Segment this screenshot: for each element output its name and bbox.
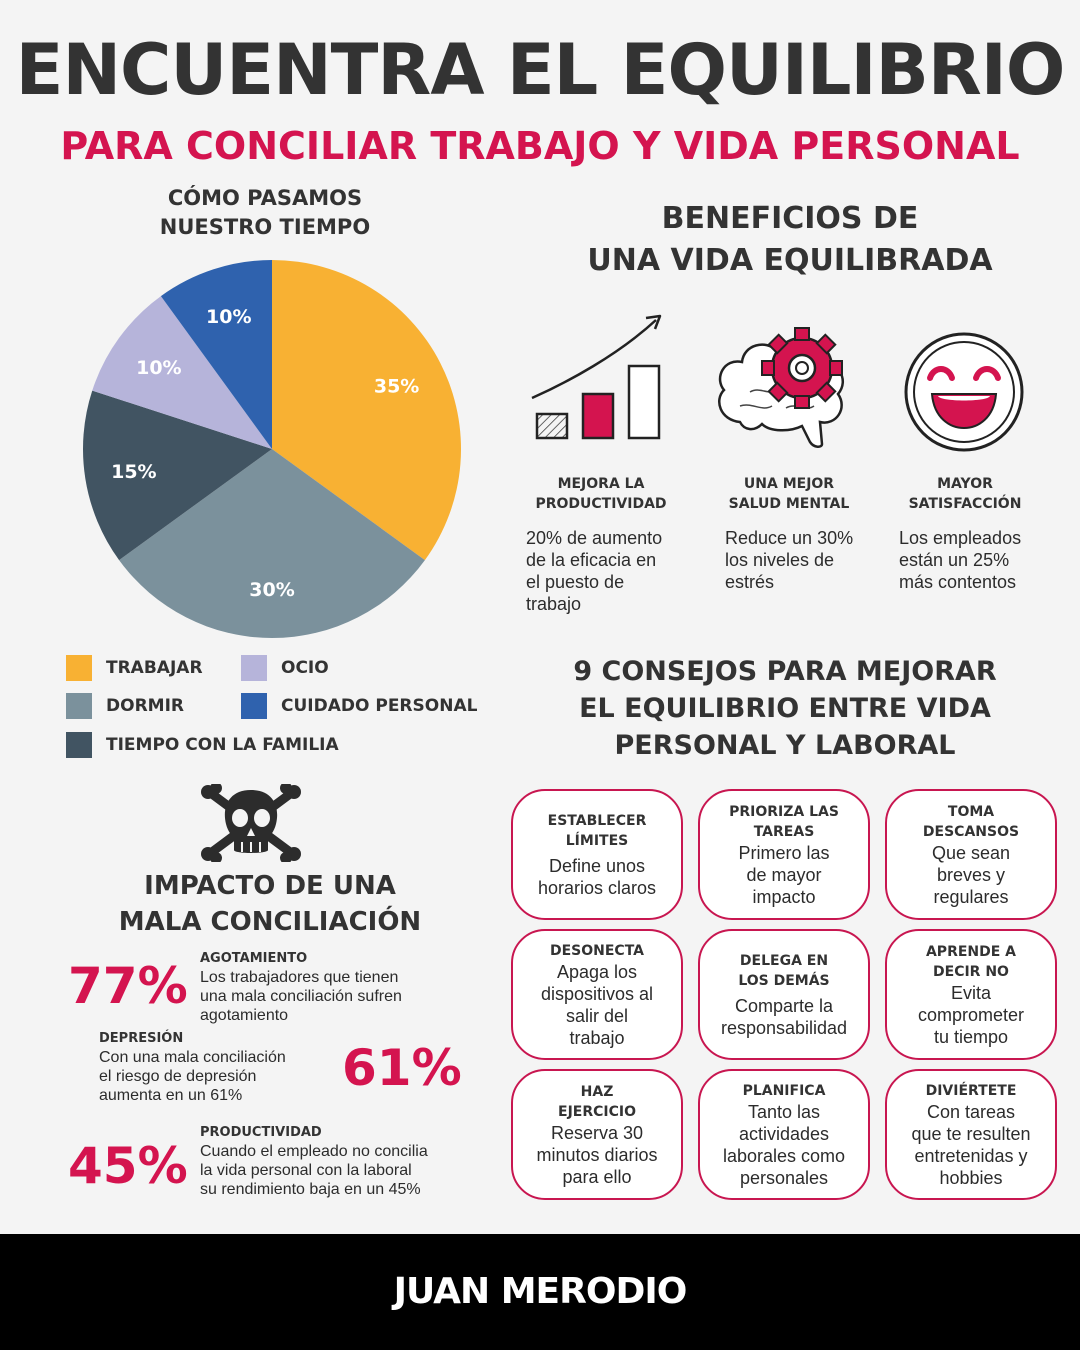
- tip-text: actividades: [738, 1123, 830, 1144]
- benefits-title-line1: BENEFICIOS DE: [661, 201, 919, 236]
- benefit-head: MAYOR: [937, 476, 993, 492]
- impact-value-depresion: 61%: [342, 1039, 462, 1097]
- tip-text: Reserva 30: [550, 1122, 644, 1143]
- legend-label: TRABAJAR: [106, 658, 203, 678]
- time-title-line2: NUESTRO TIEMPO: [159, 215, 371, 239]
- tip-text: salir del: [565, 1005, 629, 1026]
- impact-title: [60, 868, 480, 940]
- time-pie-chart: [80, 257, 464, 641]
- impact-line: el riesgo de depresión: [99, 1068, 257, 1085]
- pie-label: 10%: [206, 305, 252, 328]
- impact-line: agotamiento: [200, 1007, 289, 1024]
- benefit-line: 20% de aumento: [526, 528, 663, 548]
- tip-text: responsabilidad: [720, 1017, 848, 1038]
- time-section-title: [115, 184, 415, 242]
- tip-text: trabajo: [569, 1027, 625, 1048]
- tip-card-limites: [511, 789, 683, 920]
- legend-item-ocio: [241, 655, 329, 681]
- tip-head: LÍMITES: [565, 832, 629, 849]
- legend-label: OCIO: [281, 658, 329, 678]
- impact-head: AGOTAMIENTO: [200, 951, 308, 966]
- legend-label: CUIDADO PERSONAL: [281, 696, 478, 716]
- impact-item-agotamiento: [200, 950, 460, 1025]
- legend-item-dormir: [66, 693, 184, 719]
- impact-item-productividad: [200, 1124, 480, 1199]
- benefit-productivity: [526, 474, 676, 514]
- legend-label: TIEMPO CON LA FAMILIA: [106, 735, 339, 755]
- tip-head: DIVIÉRTETE: [925, 1082, 1017, 1099]
- impact-head: PRODUCTIVIDAD: [200, 1125, 322, 1140]
- time-title-line1: CÓMO PASAMOS: [167, 186, 363, 210]
- tip-text: Define unos: [548, 855, 646, 876]
- tip-head: ESTABLECER: [547, 812, 647, 829]
- tip-head: DELEGA EN: [739, 952, 829, 969]
- benefit-head: SALUD MENTAL: [728, 496, 850, 512]
- tip-text: Comparte la: [734, 995, 834, 1016]
- tip-card-decir-no: [885, 929, 1057, 1060]
- legend-item-trabajar: [66, 655, 203, 681]
- tip-card-delega: [698, 929, 870, 1060]
- main-title: ENCUENTRA EL EQUILIBRIO: [15, 29, 1065, 111]
- benefit-head: SATISFACCIÓN: [908, 496, 1022, 512]
- benefit-head: MEJORA LA: [557, 476, 645, 492]
- tip-card-prioriza: [698, 789, 870, 920]
- tips-title: [520, 653, 1050, 764]
- benefit-line: trabajo: [526, 594, 582, 614]
- tip-text: de mayor: [746, 864, 822, 885]
- impact-line: Con una mala conciliación: [99, 1049, 286, 1066]
- tip-card-diviertete: [885, 1069, 1057, 1200]
- benefit-line: estrés: [725, 572, 775, 592]
- benefit-productivity-text: [526, 527, 696, 615]
- legend-swatch: [66, 732, 92, 758]
- tip-head: APRENDE A: [925, 943, 1017, 960]
- tip-head: LOS DEMÁS: [738, 972, 830, 989]
- legend-swatch: [241, 655, 267, 681]
- bar-chart-growth-icon: [528, 310, 668, 445]
- impact-head: DEPRESIÓN: [99, 1031, 184, 1046]
- tip-head: TAREAS: [753, 823, 815, 840]
- benefits-title: [540, 198, 1040, 282]
- pie-label: 10%: [136, 356, 182, 379]
- tips-title-line2: EL EQUILIBRIO ENTRE VIDA: [579, 693, 991, 724]
- benefit-satisfaction: [890, 474, 1040, 514]
- impact-line: una mala conciliación sufren: [200, 988, 402, 1005]
- tip-text: Apaga los: [556, 961, 638, 982]
- benefit-mental-health: [714, 474, 864, 514]
- benefits-title-line2: UNA VIDA EQUILIBRADA: [587, 243, 993, 278]
- tip-head: EJERCICIO: [558, 1103, 636, 1120]
- impact-title-line2: MALA CONCILIACIÓN: [118, 907, 422, 937]
- pie-label: 30%: [249, 578, 295, 601]
- subtitle: PARA CONCILIAR TRABAJO Y VIDA PERSONAL: [60, 124, 1020, 168]
- smiley-face-icon: [902, 330, 1026, 454]
- tip-text: entretenidas y: [914, 1145, 1028, 1166]
- tip-text: Evita: [950, 982, 992, 1003]
- benefit-line: el puesto de: [526, 572, 625, 592]
- tip-text: dispositivos al: [540, 983, 654, 1004]
- tip-text: horarios claros: [537, 877, 657, 898]
- benefit-line: los niveles de: [725, 550, 835, 570]
- tip-head: HAZ: [580, 1083, 614, 1100]
- tip-text: Que sean: [931, 842, 1011, 863]
- tips-title-line1: 9 CONSEJOS PARA MEJORAR: [573, 656, 997, 687]
- tip-head: DESONECTA: [549, 942, 645, 959]
- tip-text: tu tiempo: [933, 1026, 1009, 1047]
- impact-line: Cuando el empleado no concilia: [200, 1143, 428, 1160]
- tip-text: que te resulten: [911, 1123, 1031, 1144]
- tip-text: para ello: [562, 1166, 632, 1187]
- legend-swatch: [241, 693, 267, 719]
- tip-text: regulares: [933, 886, 1009, 907]
- legend-label: DORMIR: [106, 696, 184, 716]
- pie-label: 35%: [373, 375, 420, 398]
- benefit-head: PRODUCTIVIDAD: [535, 496, 667, 512]
- impact-line: su rendimiento baja en un 45%: [200, 1181, 421, 1198]
- benefit-head: UNA MEJOR: [743, 476, 835, 492]
- tip-head: PLANIFICA: [742, 1082, 826, 1099]
- brain-gear-icon: [710, 322, 860, 452]
- benefit-line: están un 25%: [899, 550, 1010, 570]
- tips-title-line3: PERSONAL Y LABORAL: [614, 730, 956, 761]
- legend-swatch: [66, 693, 92, 719]
- legend-swatch: [66, 655, 92, 681]
- benefit-line: Reduce un 30%: [725, 528, 854, 548]
- tip-text: Tanto las: [747, 1101, 821, 1122]
- tip-head: TOMA: [947, 803, 995, 820]
- legend-item-familia: [66, 732, 339, 758]
- tip-head: DESCANSOS: [922, 823, 1020, 840]
- tip-text: minutos diarios: [536, 1144, 658, 1165]
- tip-card-ejercicio: [511, 1069, 683, 1200]
- tip-head: PRIORIZA LAS: [729, 803, 839, 820]
- impact-line: la vida personal con la laboral: [200, 1162, 412, 1179]
- tip-text: Primero las: [738, 842, 830, 863]
- legend-item-cuidado: [241, 693, 477, 719]
- footer: [0, 1234, 1080, 1350]
- tip-text: impacto: [752, 886, 816, 907]
- tip-text: laborales como: [722, 1145, 846, 1166]
- tip-text: Con tareas: [926, 1101, 1016, 1122]
- footer-brand-logo: JUAN MERODIO: [393, 1271, 687, 1312]
- tip-text: hobbies: [939, 1167, 1003, 1188]
- tip-text: breves y: [936, 864, 1006, 885]
- tip-text: personales: [739, 1167, 829, 1188]
- benefit-line: Los empleados: [899, 528, 1022, 548]
- tip-head: DECIR NO: [933, 963, 1009, 980]
- tip-card-descansos: [885, 789, 1057, 920]
- pie-label: 15%: [111, 460, 157, 483]
- benefit-line: de la eficacia en: [526, 550, 657, 570]
- benefit-line: más contentos: [899, 572, 1017, 592]
- impact-line: aumenta en un 61%: [99, 1087, 243, 1104]
- benefit-satisfaction-text: [899, 527, 1069, 593]
- tip-card-planifica: [698, 1069, 870, 1200]
- impact-title-line1: IMPACTO DE UNA: [144, 871, 396, 901]
- tip-card-desconecta: [511, 929, 683, 1060]
- impact-item-depresion: [99, 1030, 339, 1105]
- tip-text: comprometer: [917, 1004, 1025, 1025]
- impact-value-productividad: 45%: [68, 1137, 188, 1195]
- impact-line: Los trabajadores que tienen: [200, 969, 399, 986]
- skull-crossbones-icon: [198, 784, 304, 862]
- impact-value-agotamiento: 77%: [68, 957, 188, 1015]
- benefit-mental-health-text: [725, 527, 885, 593]
